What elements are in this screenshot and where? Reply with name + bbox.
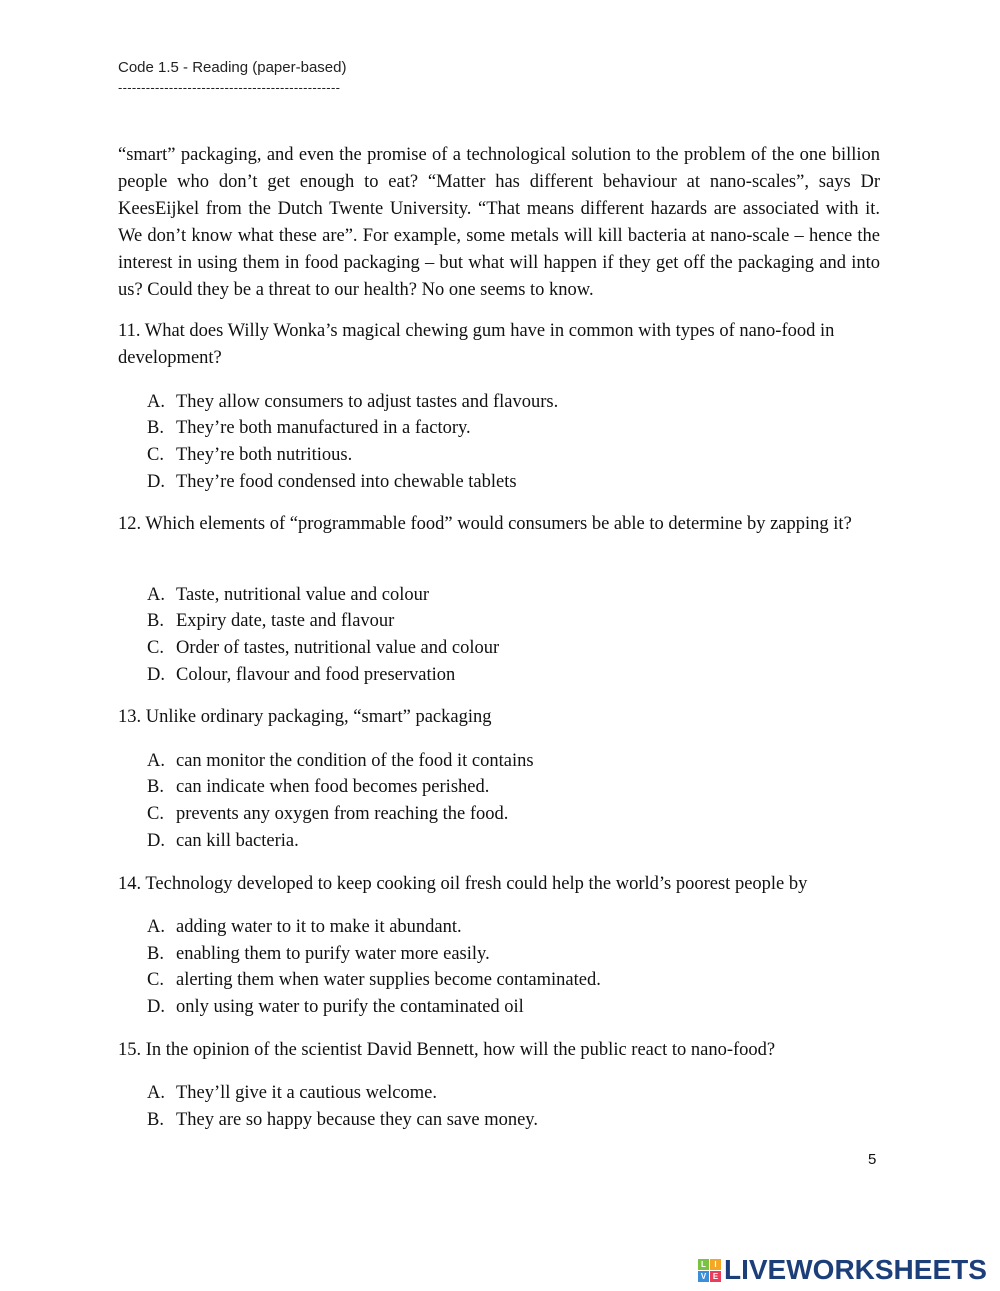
option-text: They’re both nutritious. xyxy=(176,445,353,465)
option-letter: A. xyxy=(147,917,165,937)
answer-option[interactable] xyxy=(147,442,352,469)
question-stem: 13. Unlike ordinary packaging, “smart” packaging xyxy=(118,707,492,727)
answer-option[interactable] xyxy=(147,774,489,801)
option-letter: C. xyxy=(147,638,164,658)
header-rule: ------------------------------------------------ xyxy=(118,80,341,95)
question-stem: 11. What does Willy Wonka’s magical chewing gum have in common with types of nano-food in development? xyxy=(118,321,835,368)
option-text: alerting them when water supplies become contaminated. xyxy=(176,970,601,990)
page-number: 5 xyxy=(868,1151,877,1168)
option-text: They’re both manufactured in a factory. xyxy=(176,418,471,438)
option-letter: D. xyxy=(147,472,165,492)
passage-text: “smart” packaging, and even the promise of a technological solution to the problem of the one billion people who don’t get enough to eat? “Matter has different behaviour at nano-scales”, says Dr KeesEijkel from the Dutch Twente University. “That means different hazards are associated with it. We don’t know what these are”. For example, some metals will kill bacteria at nano-scale – hence the interest in using them in food packaging – but what will happen if they get off the packaging and into us? Could they be a threat to our health? No one seems to know. xyxy=(118,145,880,300)
option-letter: D. xyxy=(147,831,165,851)
answer-option[interactable] xyxy=(147,662,455,689)
option-letter: B. xyxy=(147,1110,164,1130)
option-text: They’ll give it a cautious welcome. xyxy=(176,1083,437,1103)
answer-option[interactable] xyxy=(147,635,499,662)
option-letter: A. xyxy=(147,1083,165,1103)
option-letter: D. xyxy=(147,665,165,685)
question-stem: 15. In the opinion of the scientist David Bennett, how will the public react to nano-food? xyxy=(118,1040,776,1060)
option-text: can indicate when food becomes perished. xyxy=(176,777,490,797)
option-letter: B. xyxy=(147,611,164,631)
answer-option[interactable] xyxy=(147,1080,437,1107)
option-text: enabling them to purify water more easily. xyxy=(176,944,490,964)
question-stem: 14. Technology developed to keep cooking oil fresh could help the world’s poorest people by xyxy=(118,874,808,894)
option-text: Order of tastes, nutritional value and colour xyxy=(176,638,500,658)
answer-option[interactable] xyxy=(147,389,558,416)
answer-option[interactable] xyxy=(147,582,429,609)
option-text: They’re food condensed into chewable tablets xyxy=(176,472,517,492)
option-text: only using water to purify the contaminated oil xyxy=(176,997,524,1017)
option-text: They are so happy because they can save money. xyxy=(176,1110,538,1130)
answer-option[interactable] xyxy=(147,967,601,994)
answer-option[interactable] xyxy=(147,469,517,496)
option-letter: B. xyxy=(147,418,164,438)
question-stem: 12. Which elements of “programmable food” would consumers be able to determine by zapping it? xyxy=(118,514,852,534)
answer-option[interactable] xyxy=(147,1107,538,1134)
option-text: Taste, nutritional value and colour xyxy=(176,585,430,605)
answer-option[interactable] xyxy=(147,914,462,941)
answer-option[interactable] xyxy=(147,994,524,1021)
option-text: prevents any oxygen from reaching the food. xyxy=(176,804,509,824)
liveworksheets-logo xyxy=(698,1254,987,1286)
answer-option[interactable] xyxy=(147,828,299,855)
option-text: Colour, flavour and food preservation xyxy=(176,665,456,685)
answer-option[interactable] xyxy=(147,941,490,968)
option-text: can monitor the condition of the food it contains xyxy=(176,751,534,771)
option-letter: B. xyxy=(147,777,164,797)
option-letter: A. xyxy=(147,392,165,412)
logo-text: LIVEWORKSHEETS xyxy=(724,1254,987,1285)
header-title: Code 1.5 - Reading (paper-based) xyxy=(118,59,347,76)
option-letter: A. xyxy=(147,751,165,771)
option-text: can kill bacteria. xyxy=(176,831,299,851)
option-letter: C. xyxy=(147,445,164,465)
option-letter: C. xyxy=(147,970,164,990)
option-letter: D. xyxy=(147,997,165,1017)
option-text: adding water to it to make it abundant. xyxy=(176,917,462,937)
answer-option[interactable] xyxy=(147,415,471,442)
option-letter: B. xyxy=(147,944,164,964)
logo-cubes-icon: L I V E xyxy=(698,1259,721,1282)
answer-option[interactable] xyxy=(147,608,394,635)
answer-option[interactable] xyxy=(147,801,508,828)
option-text: Expiry date, taste and flavour xyxy=(176,611,395,631)
option-letter: A. xyxy=(147,585,165,605)
option-text: They allow consumers to adjust tastes and flavours. xyxy=(176,392,559,412)
option-letter: C. xyxy=(147,804,164,824)
answer-option[interactable] xyxy=(147,748,534,775)
